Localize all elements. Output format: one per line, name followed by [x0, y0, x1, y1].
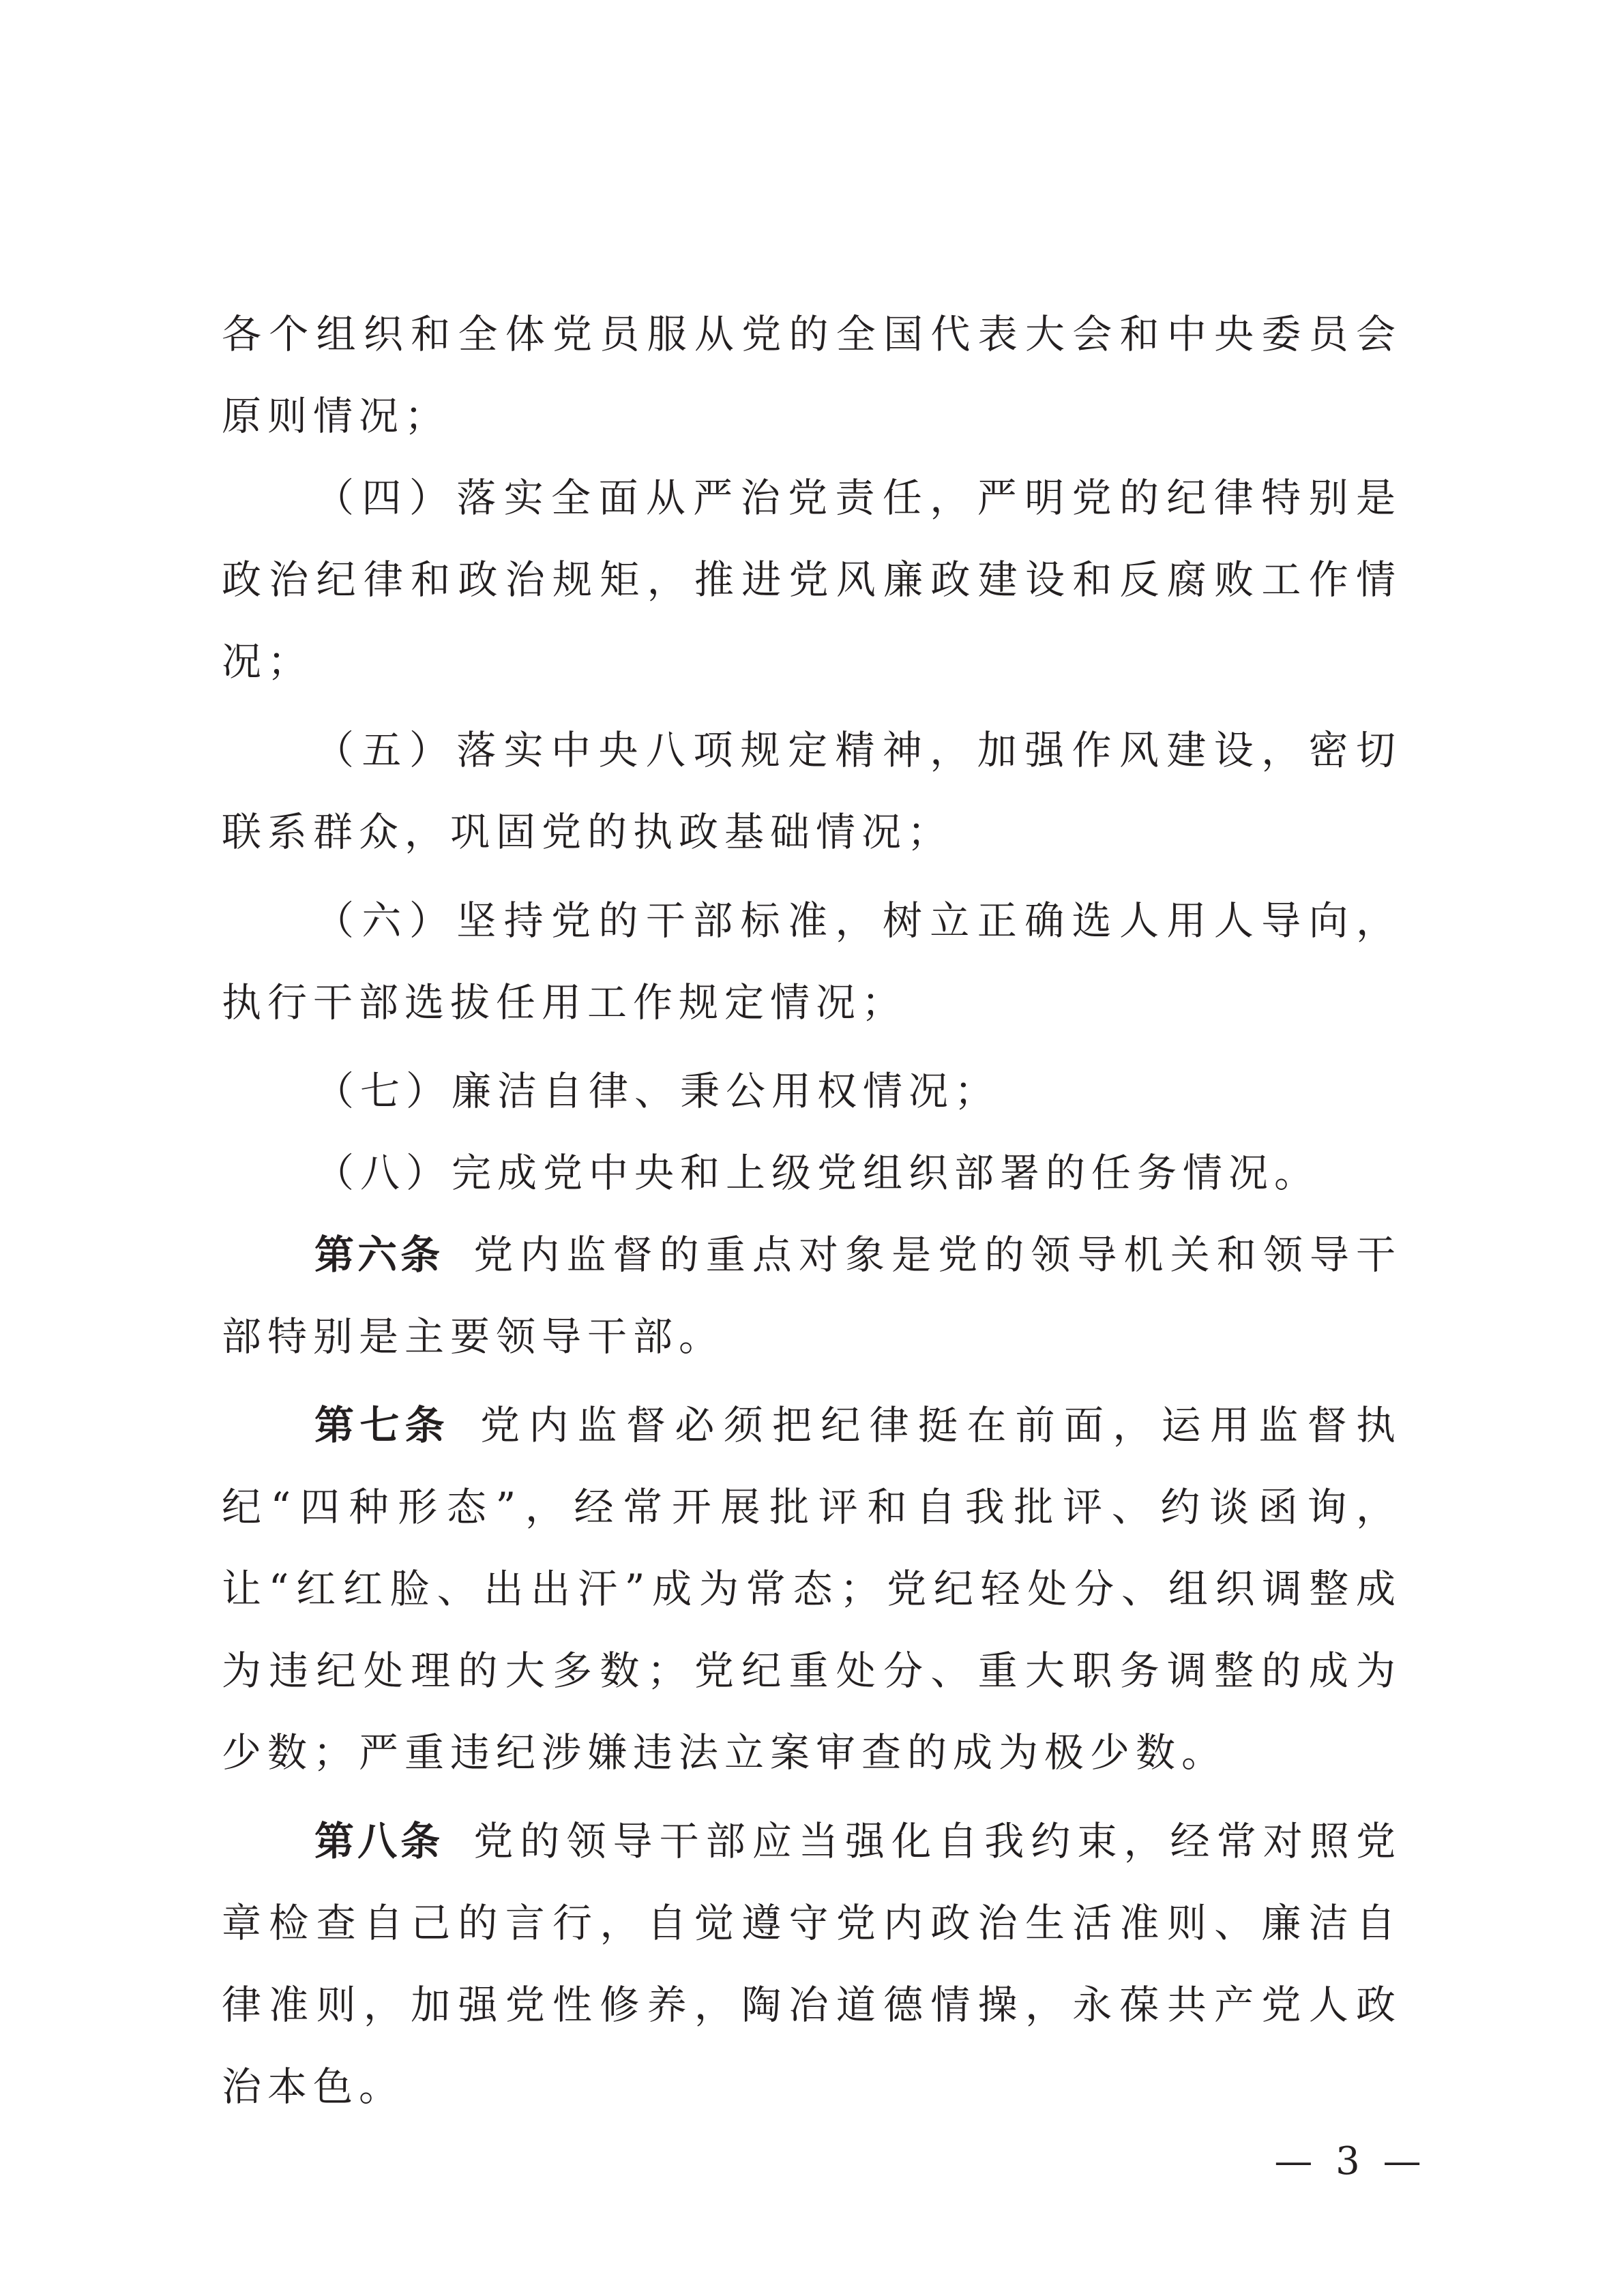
list-item-7 [222, 1050, 1402, 1132]
list-item-8 [222, 1132, 1402, 1214]
paragraph-text: （四）落实全面从严治党责任，严明党的纪律特别是政治纪律和政治规矩，推进党风廉政建设和反腐败工作情况； [222, 475, 1402, 685]
page-number: — 3 — [1274, 2139, 1427, 2183]
list-item-6 [222, 880, 1402, 1043]
paragraph-continuation [222, 293, 1402, 457]
article-7 [222, 1384, 1402, 1793]
list-item-4 [222, 457, 1402, 702]
paragraph-text: 党内监督的重点对象是党的领导机关和领导干部特别是主要领导干部。 [222, 1232, 1402, 1360]
article-label: 第六条 [314, 1232, 444, 1278]
paragraph-text: 各个组织和全体党员服从党的全国代表大会和中央委员会原则情况； [222, 311, 1402, 439]
article-label: 第八条 [314, 1818, 444, 1864]
article-6 [222, 1214, 1402, 1377]
body-text [222, 293, 1402, 2128]
paragraph-text: 党内监督必须把纪律挺在前面，运用监督执纪“四种形态”，经常开展批评和自我批评、约谈函询，让“红红脸、出出汗”成为常态；党纪轻处分、组织调整成为违纪处理的大多数；党纪重处分、重大职务调整的成为少数；严重违纪涉嫌违法立案审查的成为极少数。 [222, 1402, 1402, 1776]
article-8 [222, 1800, 1402, 2128]
paragraph-text: （八）完成党中央和上级党组织部署的任务情况。 [314, 1150, 1320, 1196]
paragraph-text: （五）落实中央八项规定精神，加强作风建设，密切联系群众，巩固党的执政基础情况； [222, 727, 1402, 855]
paragraph-text: （六）坚持党的干部标准，树立正确选人用人导向，执行干部选拔任用工作规定情况； [222, 897, 1402, 1026]
paragraph-text: 党的领导干部应当强化自我约束，经常对照党章检查自己的言行，自觉遵守党内政治生活准则、廉洁自律准则，加强党性修养，陶冶道德情操，永葆共产党人政治本色。 [222, 1818, 1402, 2110]
article-label: 第七条 [314, 1402, 450, 1448]
list-item-5 [222, 709, 1402, 873]
paragraph-text: （七）廉洁自律、秉公用权情况； [314, 1068, 1001, 1114]
